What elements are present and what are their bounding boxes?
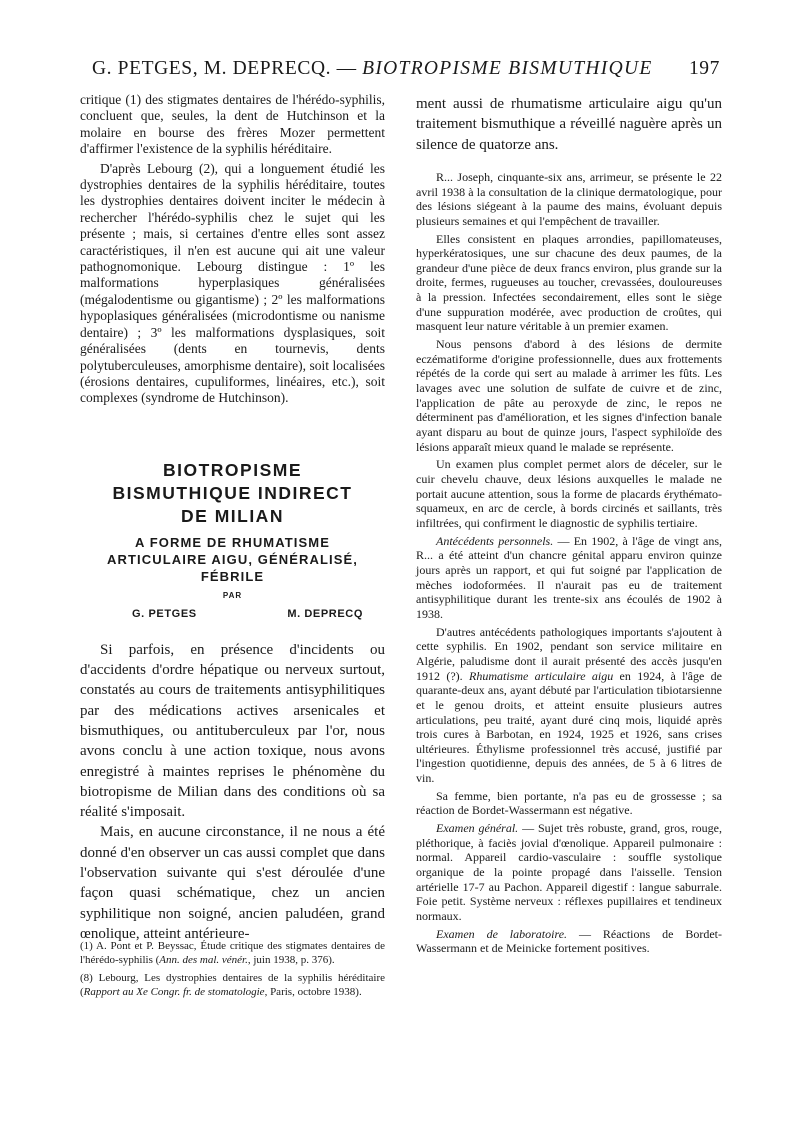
article-intro bbox=[80, 640, 385, 944]
article-title-block bbox=[80, 459, 385, 620]
article-subtitle-line: FÉBRILE bbox=[200, 568, 265, 584]
section-label: Antécédents personnels. bbox=[436, 533, 554, 548]
paragraph bbox=[416, 821, 722, 924]
footnote-journal: Rapport au Xe Congr. fr. de stomatologie bbox=[83, 985, 265, 998]
section-label: Rhumatisme articulaire aigu bbox=[468, 668, 614, 683]
footnote-text: , Paris, octobre 1938). bbox=[264, 985, 362, 998]
article-subtitle-line: A FORME DE RHUMATISME bbox=[135, 534, 330, 550]
article-authors bbox=[80, 608, 385, 620]
paragraph-text: — Sujet très robuste, grand, gros, rouge, pléthorique, à faciès jovial d'œnolique. Appareil pulmonaire : normal. Appareil cardio-vasculaire : souffle systolique organique de la pointe propagé dans l'aisselle. Tension artérielle 17-7 au Pachon. Appareil digestif : langue saburrale. Foie petit. Système nerveux : réflexes pupillaires et tendineux normaux. bbox=[416, 821, 722, 924]
page-number: 197 bbox=[688, 58, 720, 79]
paragraph-text: D'autres antécédents pathologiques importants s'ajoutent à cette syphilis. En 1902, pendant son service militaire en Algérie, paludisme dont il aurait présenté des accès jusqu'en 1912 (?). bbox=[416, 624, 722, 683]
byline-par: PAR bbox=[222, 590, 243, 600]
paragraph: Elles consistent en plaques arrondies, papillomateuses, hyperkératosiques, une sur chacune des deux paumes, de la grandeur d'une pièce de deux francs environ, plus grande sur la droite, fermes, rugueuses au toucher, crevassées, douloureuses à la pression. Infectées secondairement, elles sont le siège d'une suppuration modérée, avec production de croûtes, qui masquent leur nature véritable à un premier examen. bbox=[416, 231, 722, 334]
paragraph bbox=[416, 534, 722, 622]
running-head-authors: G. PETGES, M. DEPRECQ. — bbox=[92, 58, 357, 79]
section-label: Examen de laboratoire. bbox=[436, 926, 568, 941]
paragraph-text: en 1924, à l'âge de quarante-deux ans, ayant débuté par l'articulation tibiotarsienne et le genou droits, et atteint ensuite plusieurs autres articulations, peu traité, ayant duré cinq mois, liquidé après trois cures à Barbotan, en 1924, 1925 et 1926, sans crises ultérieures. Éthylisme professionnel très accusé, justifié par l'ingestion quotidienne, depuis des années, de 5 à 6 litres de vin. bbox=[416, 668, 722, 786]
footnote-text: (1) A. Pont et P. Beyssac, Étude critique des stigmates dentaires de l'hérédo-syphilis ( bbox=[80, 940, 385, 966]
left-column bbox=[80, 92, 385, 944]
article-title-line: BISMUTHIQUE INDIRECT bbox=[112, 482, 353, 503]
article-subtitle bbox=[80, 534, 385, 585]
paragraph: Mais, en aucune circonstance, il ne nous a été donné d'en observer un cas aussi complet que dans l'observation suivante qui s'est déroulée d'une façon quasi schématique, chez un ancien syphilitique non soigné, ancien paludéen, grand œnolique, atteint antérieure- bbox=[80, 824, 385, 942]
paragraph: critique (1) des stigmates dentaires de l'hérédo-syphilis, concluent que, seules, la dent de Hutchinson et la molaire en bourse des frères Mozer permettent d'affirmer l'existence de la syphilis héréditaire. bbox=[80, 92, 385, 157]
section-label: Examen général. bbox=[436, 821, 519, 836]
paragraph: Sa femme, bien portante, n'a pas eu de grossesse ; sa réaction de Bordet-Wassermann est négative. bbox=[416, 788, 722, 818]
paragraph: Nous pensons d'abord à des lésions de dermite eczématiforme d'origine professionnelle, dues aux frottements répétés de la corde qui sert au malade à arrimer les fûts. Les lavages avec une solution de sulfate de cuivre et de zinc, l'application de pâte au peroxyde de zinc, le repos ne déterminent pas d'amélioration, et les signes d'infection banale ayant disparu au bout de quinze jours, l'aspect syphiloïde des lésions apparaît mieux quand le malade se représente. bbox=[416, 337, 722, 454]
running-head bbox=[92, 58, 720, 80]
author-name: M. DEPRECQ bbox=[287, 607, 363, 620]
paragraph: ment aussi de rhumatisme articulaire aigu qu'un traitement bismuthique a réveillé naguère après un silence de quatorze ans. bbox=[416, 96, 722, 153]
article-title-line: BIOTROPISME bbox=[162, 459, 302, 480]
footnote-journal: Ann. des mal. vénér. bbox=[159, 953, 248, 966]
author-name: G. PETGES bbox=[132, 607, 197, 620]
paragraph-text: — Réactions de Bordet-Wassermann et de Meinicke fortement positives. bbox=[416, 926, 722, 956]
footnote bbox=[80, 972, 385, 999]
paragraph-text: — En 1902, à l'âge de vingt ans, R... a été atteint d'un chancre génital apparu environ quinze jours après un rapport, et qui fut soigné par l'application de mèches iodoformées. Il n'aurait pas eu de traitement antisyphilitique durant les trente-six ans écoulés de 1902 à 1938. bbox=[416, 533, 722, 621]
footnote-text: , juin 1938, p. 376). bbox=[247, 953, 335, 966]
right-column bbox=[416, 94, 722, 956]
footnote bbox=[80, 940, 385, 967]
paragraph bbox=[416, 625, 722, 786]
paragraph: Si parfois, en présence d'incidents ou d'accidents d'ordre hépatique ou nerveux surtout, constatés au cours de traitements antisyphilitiques par des médications actives arsenicales et bismuthiques, ou antituberculeux par l'or, nous avons conclu à une action toxique, nous avons enregistré à maintes reprises le phénomène du biotropisme de Milian dans des conditions où sa réalité s'imposait. bbox=[80, 641, 385, 821]
paragraph: R... Joseph, cinquante-six ans, arrimeur, se présente le 22 avril 1938 à la consultation de la clinique dermatologique, pour des lésions siégeant à la paume des mains, évoluant depuis plusieurs semaines et qui l'empêchent de travailler. bbox=[416, 169, 722, 228]
running-head-title: BIOTROPISME BISMUTHIQUE bbox=[362, 58, 653, 79]
footnotes bbox=[80, 940, 385, 999]
article-title-line: DE MILIAN bbox=[181, 505, 284, 526]
paragraph bbox=[416, 927, 722, 956]
paragraph: D'après Lebourg (2), qui a longuement étudié les dystrophies dentaires de la syphilis héréditaire, toutes les dystrophies dentaires doivent inciter le médecin à rechercher l'hérédo-syphilis chez le sujet qui les présente ; mais, si certaines d'entre elles sont assez caractéristiques, il n'en est aucune qui ait une valeur pathognomonique. Lebourg distingue : 1º les malformations hyperplasiques généralisées (mégalodentisme ou gigantisme) ; 2º les malformations hypoplasiques généralisées (microdontisme ou nanisme dentaire) ; 3º les malformations dysplasiques, soit généralisées (dents en tournevis, dents polytuberculeuses, amorphisme dentaire), soit localisées (érosions dentaires, cupuliformes, linéaires, etc.), soit complexes (syndrome de Hutchinson). bbox=[80, 160, 385, 406]
footnote-text: (8) Lebourg, Les dystrophies dentaires de la syphilis héréditaire ( bbox=[80, 972, 385, 998]
article-subtitle-line: ARTICULAIRE AIGU, GÉNÉRALISÉ, bbox=[107, 551, 358, 567]
paragraph: Un examen plus complet permet alors de déceler, sur le cuir chevelu chauve, deux lésions auxquelles le malade ne portait aucune attention, sous la forme de placards érythémato-squameux, en arc de cercle, à bords circinés et saillants, très infiltrées, qui confirment le diagnostic de syphilis tertiaire. bbox=[416, 457, 722, 530]
